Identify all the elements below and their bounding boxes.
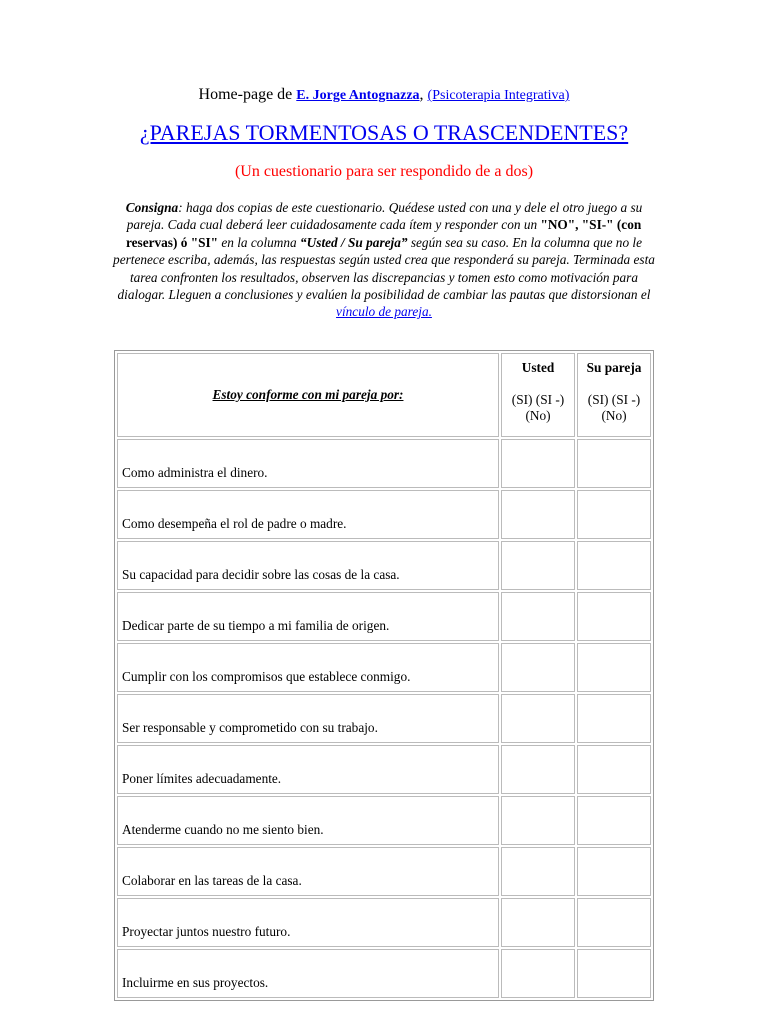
- instructions-part3: según sea su caso. En la columna que no le pertenece escriba, además, las respuestas según usted crea que responderá su pareja. Terminada esta tarea confronten los resultados, observen las discrepancias y tomen esto como motivación para dialogar. Lleguen a conclusiones y evalúen la posibilidad de cambiar las pautas que distorsionan el: [113, 234, 655, 303]
- table-header-row: [117, 353, 651, 437]
- answer-pareja-cell[interactable]: [577, 949, 651, 998]
- item-text: Como administra el dinero.: [117, 439, 499, 488]
- answer-pareja-cell[interactable]: [577, 898, 651, 947]
- item-text: Proyectar juntos nuestro futuro.: [117, 898, 499, 947]
- vinculo-link[interactable]: vínculo de pareja.: [336, 304, 432, 320]
- questionnaire-table: [114, 350, 654, 1001]
- table-row: [117, 694, 651, 743]
- answer-usted-cell[interactable]: [501, 592, 575, 641]
- instructions-part1: : haga dos copias de este cuestionario. Quédese usted con una y dele el otro juego a su pareja. Cada cual deberá leer cuidadosamente cada ítem y responder con un: [126, 200, 643, 233]
- item-text: Dedicar parte de su tiempo a mi familia de origen.: [117, 592, 499, 641]
- pareja-options-1: (SI) (SI -): [587, 392, 641, 407]
- answer-pareja-cell[interactable]: [577, 745, 651, 794]
- item-text: Colaborar en las tareas de la casa.: [117, 847, 499, 896]
- answer-usted-cell[interactable]: [501, 439, 575, 488]
- home-prefix: Home-page de: [198, 86, 297, 103]
- item-text: Cumplir con los compromisos que establece conmigo.: [117, 643, 499, 692]
- answer-pareja-cell[interactable]: [577, 847, 651, 896]
- table-row: [117, 949, 651, 998]
- answer-pareja-cell[interactable]: [577, 439, 651, 488]
- title-link[interactable]: ¿PAREJAS TORMENTOSAS O TRASCENDENTES?: [139, 120, 629, 145]
- header-pareja-cell: [577, 353, 651, 437]
- answer-pareja-cell[interactable]: [577, 643, 651, 692]
- answer-usted-cell[interactable]: [501, 745, 575, 794]
- answer-usted-cell[interactable]: [501, 898, 575, 947]
- table-row: [117, 898, 651, 947]
- header-statement-cell: [117, 353, 499, 437]
- instructions-column-ref: “Usted / Su pareja”: [300, 234, 408, 250]
- header-usted-cell: [501, 353, 575, 437]
- answer-pareja-cell[interactable]: [577, 490, 651, 539]
- header-statement: Estoy conforme con mi pareja por:: [212, 387, 404, 402]
- answer-usted-cell[interactable]: [501, 949, 575, 998]
- pareja-options-2: (No): [601, 408, 627, 423]
- page-title: [0, 120, 768, 146]
- answer-usted-cell[interactable]: [501, 796, 575, 845]
- site-link[interactable]: (Psicoterapia Integrativa): [427, 88, 570, 103]
- usted-options-2: (No): [525, 408, 551, 423]
- answer-pareja-cell[interactable]: [577, 694, 651, 743]
- author-link[interactable]: E. Jorge Antognazza: [296, 88, 420, 103]
- col-pareja: Su pareja: [586, 360, 642, 375]
- answer-usted-cell[interactable]: [501, 541, 575, 590]
- item-text: Atenderme cuando no me siento bien.: [117, 796, 499, 845]
- table-row: [117, 439, 651, 488]
- usted-options-1: (SI) (SI -): [511, 392, 565, 407]
- table-row: [117, 745, 651, 794]
- table-row: [117, 541, 651, 590]
- home-line: [0, 86, 768, 104]
- answer-usted-cell[interactable]: [501, 847, 575, 896]
- item-text: Como desempeña el rol de padre o madre.: [117, 490, 499, 539]
- answer-usted-cell[interactable]: [501, 694, 575, 743]
- instructions-part2: en la columna: [218, 234, 301, 250]
- col-usted: Usted: [521, 360, 555, 375]
- item-text: Ser responsable y comprometido con su trabajo.: [117, 694, 499, 743]
- answer-pareja-cell[interactable]: [577, 796, 651, 845]
- answer-usted-cell[interactable]: [501, 643, 575, 692]
- table-row: [117, 643, 651, 692]
- table-row: [117, 796, 651, 845]
- item-text: Incluirme en sus proyectos.: [117, 949, 499, 998]
- table-row: [117, 847, 651, 896]
- separator: ,: [419, 86, 428, 103]
- answer-usted-cell[interactable]: [501, 490, 575, 539]
- item-text: Poner límites adecuadamente.: [117, 745, 499, 794]
- instructions-options: "NO", "SI-" (con reservas) ó "SI": [125, 217, 642, 250]
- instructions-label: Consigna: [125, 200, 179, 215]
- table-row: [117, 592, 651, 641]
- answer-pareja-cell[interactable]: [577, 592, 651, 641]
- table-row: [117, 490, 651, 539]
- instructions: [108, 199, 660, 321]
- page-subtitle: (Un cuestionario para ser respondido de a dos): [234, 163, 534, 180]
- answer-pareja-cell[interactable]: [577, 541, 651, 590]
- item-text: Su capacidad para decidir sobre las cosas de la casa.: [117, 541, 499, 590]
